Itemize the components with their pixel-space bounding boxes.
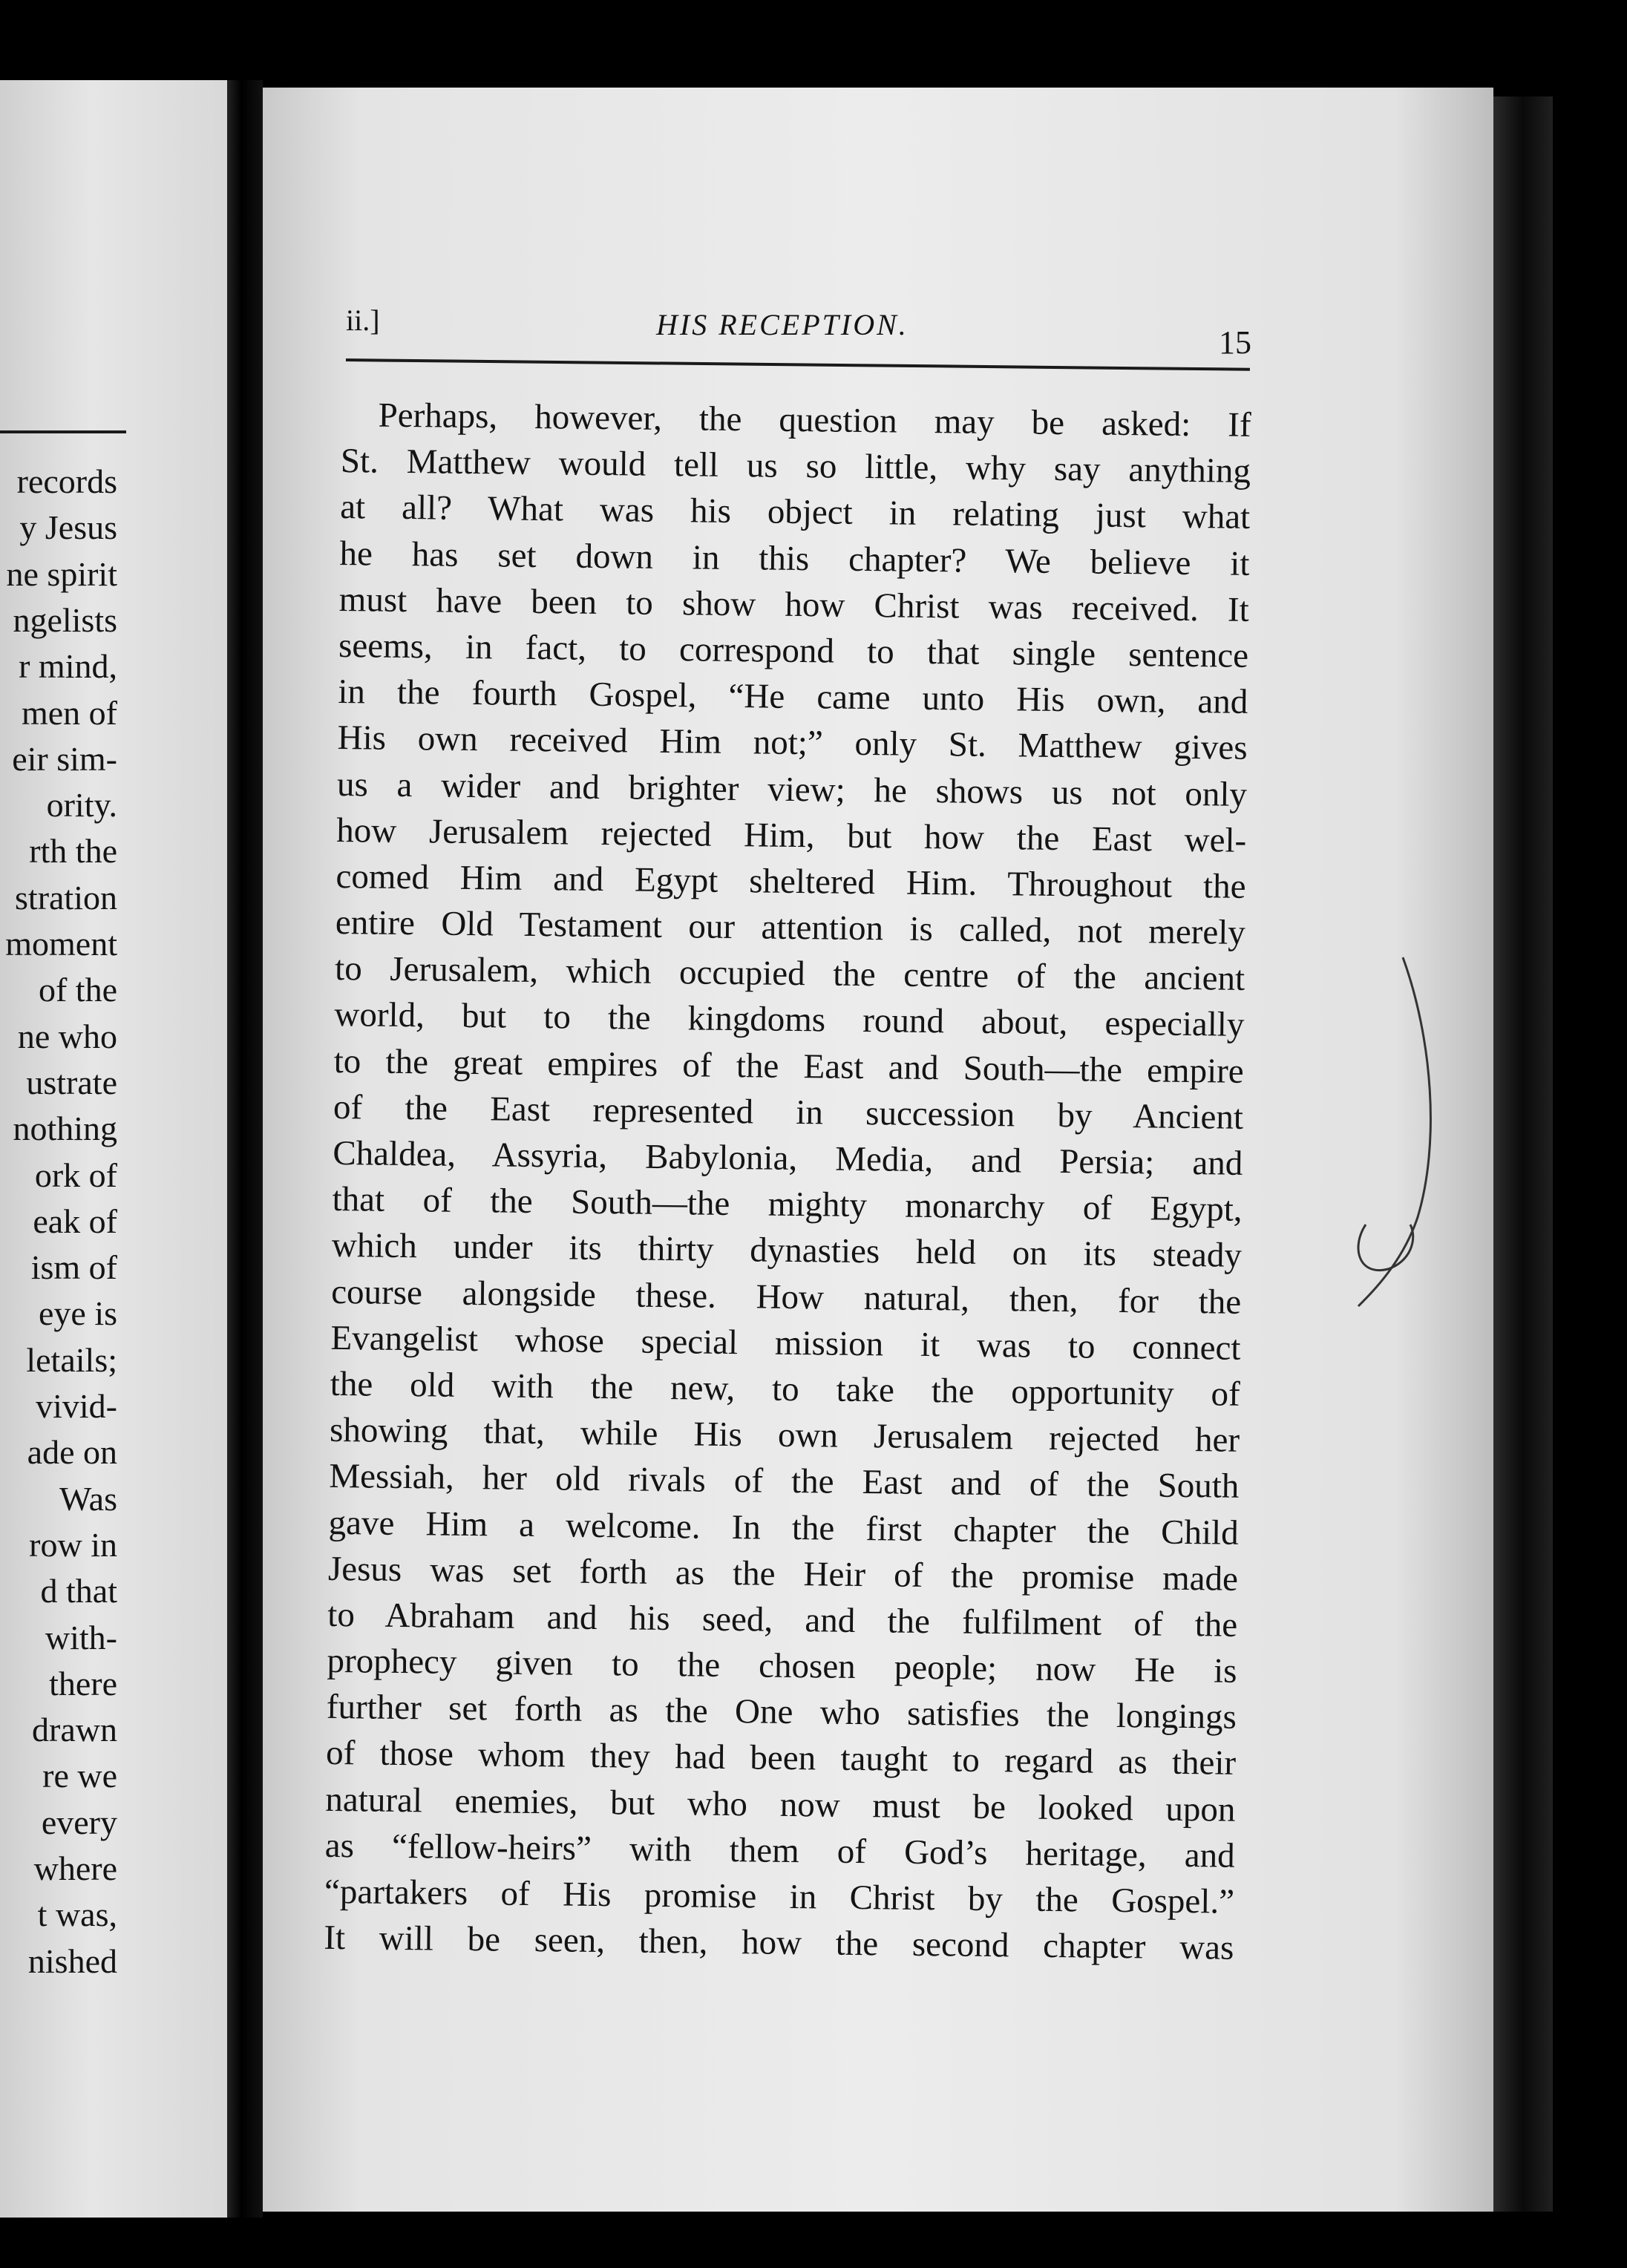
body-line: must have been to show how Christ was received. It xyxy=(338,580,1250,629)
left-page-line: nished xyxy=(27,1941,117,1980)
left-page-line: rth the xyxy=(29,832,117,871)
page-header xyxy=(263,88,1493,384)
header-rule xyxy=(346,358,1250,371)
running-title: HIS RECEPTION. xyxy=(656,308,909,341)
body-line: Perhaps, however, the question may be asked: If xyxy=(378,396,1251,445)
body-line: at all? What was his object in relating just what xyxy=(339,488,1251,537)
left-page-line: re we xyxy=(42,1757,117,1795)
body-line: in the fourth Gospel, “He came unto His own, and xyxy=(338,672,1248,722)
body-line: showing that, while His own Jerusalem rejected her xyxy=(329,1411,1240,1460)
page-number: 15 xyxy=(1219,324,1251,361)
left-page-line: ority. xyxy=(46,786,117,825)
body-line: St. Matthew would tell us so little, why say anything xyxy=(340,442,1251,491)
left-page-line: nothing xyxy=(13,1110,117,1148)
page-edge xyxy=(1493,96,1553,2212)
body-line: natural enemies, but who now must be looked upon xyxy=(325,1780,1236,1829)
left-page-line: t was, xyxy=(37,1895,117,1934)
left-page-line: Was xyxy=(59,1479,117,1518)
body-line: seems, in fact, to correspond to that single sentence xyxy=(338,626,1249,675)
left-page-line: ne who xyxy=(17,1017,117,1055)
left-page-line: letails; xyxy=(26,1340,117,1379)
left-page-line: row in xyxy=(29,1525,117,1564)
left-page-line: every xyxy=(41,1803,117,1841)
body-line: It will be seen, then, how the second chapter was xyxy=(324,1918,1234,1967)
body-line: Messiah, her old rivals of the East and of the South xyxy=(329,1457,1240,1507)
body-line: he has set down in this chapter? We believe it xyxy=(339,534,1250,583)
body-line: to the great empires of the East and South—the empire xyxy=(333,1041,1244,1091)
left-page-line: with- xyxy=(45,1618,117,1656)
left-page-line: there xyxy=(49,1664,117,1702)
body-line: Evangelist whose special mission it was to connect xyxy=(330,1318,1241,1368)
body-line: Chaldea, Assyria, Babylonia, Media, and Persia; and xyxy=(333,1133,1243,1183)
body-line: world, but to the kingdoms round about, especially xyxy=(334,995,1245,1045)
body-line: course alongside these. How natural, then, for the xyxy=(330,1272,1242,1322)
body-line: further set forth as the One who satisfies the longings xyxy=(326,1688,1237,1737)
body-text xyxy=(324,392,1251,1971)
body-line: His own received Him not;” only St. Matthew gives xyxy=(337,718,1248,768)
left-page-line: d that xyxy=(40,1572,117,1610)
body-line: entire Old Testament our attention is called, not merely xyxy=(335,903,1246,952)
left-page-rule xyxy=(0,430,126,433)
left-page-line: where xyxy=(33,1849,117,1887)
body-line: “partakers of His promise in Christ by the Gospel.” xyxy=(324,1872,1235,1921)
body-line: to Abraham and his seed, and the fulfilment of the xyxy=(327,1595,1238,1645)
left-page-line: ustrate xyxy=(26,1063,117,1101)
left-page-line: ngelists xyxy=(13,600,117,639)
body-line: to Jerusalem, which occupied the centre of the ancient xyxy=(334,949,1245,999)
body-line: as “fellow-heirs” with them of God’s heritage, and xyxy=(324,1826,1235,1875)
left-page-line: ade on xyxy=(27,1433,117,1472)
chapter-marker: ii.] xyxy=(346,304,380,337)
body-line: gave Him a welcome. In the first chapter the Child xyxy=(328,1503,1239,1553)
left-page-line: r mind, xyxy=(19,647,117,686)
left-page-line: y Jesus xyxy=(19,508,117,547)
body-line: of those whom they had been taught to regard as their xyxy=(325,1734,1237,1783)
body-line: prophecy given to the chosen people; now He is xyxy=(327,1641,1237,1691)
left-page-line: men of xyxy=(21,693,117,732)
left-page-line: eir sim- xyxy=(12,739,117,778)
right-page xyxy=(263,88,1493,2212)
body-line: comed Him and Egypt sheltered Him. Throughout the xyxy=(335,856,1246,906)
left-page-line: eak of xyxy=(33,1202,117,1240)
left-page-line: moment xyxy=(5,925,117,963)
left-page-line: eye is xyxy=(38,1294,117,1333)
left-page xyxy=(0,80,227,2218)
body-line: which under its thirty dynasties held on its steady xyxy=(331,1226,1243,1276)
left-page-line: ork of xyxy=(34,1156,117,1194)
left-page-line: drawn xyxy=(32,1711,117,1749)
left-page-line: ne spirit xyxy=(6,554,117,593)
left-page-line: ism of xyxy=(30,1248,117,1287)
left-page-line: of the xyxy=(38,971,117,1009)
body-line: Jesus was set forth as the Heir of the promise made xyxy=(327,1549,1239,1599)
body-line: how Jerusalem rejected Him, but how the East wel- xyxy=(336,810,1247,860)
left-page-line: stration xyxy=(15,878,117,917)
body-line: us a wider and brighter view; he shows us not only xyxy=(336,764,1248,814)
body-line: the old with the new, to take the opportunity of xyxy=(330,1364,1241,1414)
left-page-line: records xyxy=(16,462,117,500)
body-line: that of the South—the mighty monarchy of Egypt, xyxy=(332,1180,1243,1230)
body-line: of the East represented in succession by Ancient xyxy=(333,1087,1244,1137)
pencil-annotation xyxy=(1351,950,1462,1336)
book-gutter xyxy=(227,80,263,2218)
left-page-line: vivid- xyxy=(36,1387,117,1425)
